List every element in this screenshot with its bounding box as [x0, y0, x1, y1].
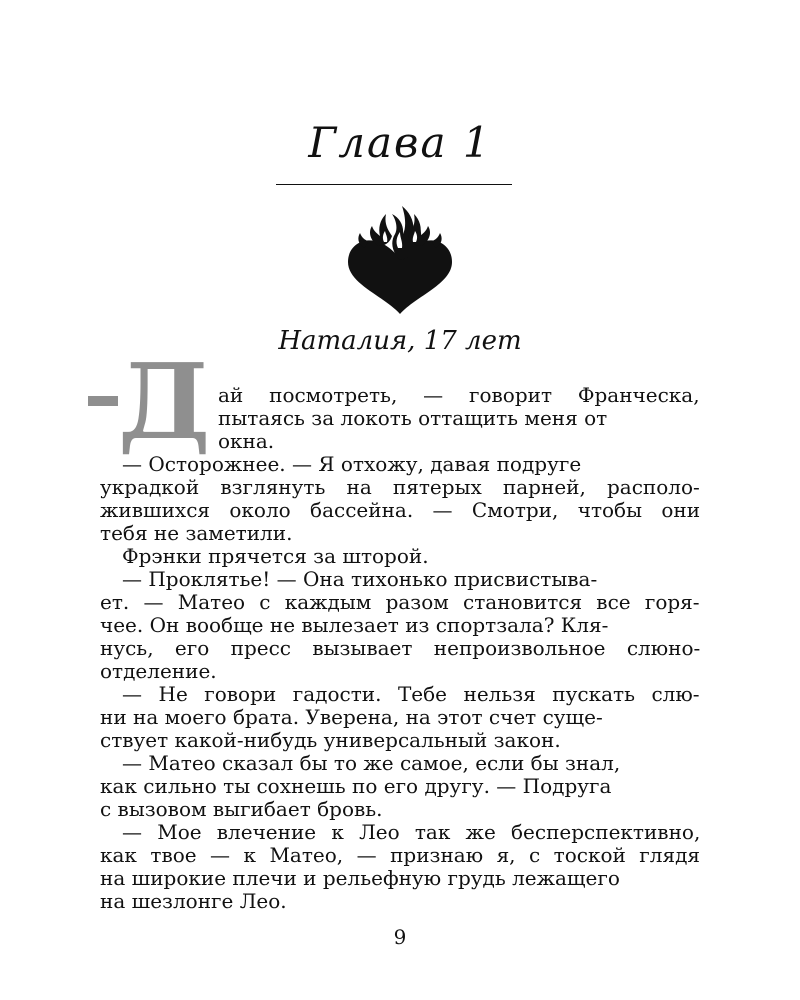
text-line: — Мое влечение к Лео так же бесперспективно, — [122, 820, 701, 844]
drop-cap-letter: Д — [118, 340, 211, 463]
title-divider — [276, 184, 512, 185]
text-line: как твое — к Матео, — признаю я, с тоской глядя — [100, 843, 701, 867]
text-line: тебя не заметили. — [100, 521, 293, 545]
text-line: ствует какой-нибудь универсальный закон. — [100, 728, 561, 752]
chapter-subtitle: Наталия, 17 лет — [278, 326, 522, 356]
text-line: пытаясь за локоть оттащить меня от — [218, 406, 608, 430]
drop-cap-dash — [88, 396, 118, 406]
text-line: украдкой взглянуть на пятерых парней, располо- — [100, 475, 700, 499]
flaming-heart-icon — [340, 196, 460, 321]
text-line: нусь, его пресс вызывает непроизвольное слюно- — [100, 636, 701, 660]
text-line: на шезлонге Лео. — [100, 889, 287, 913]
text-line: — Проклятье! — Она тихонько присвистыва- — [122, 567, 598, 591]
text-line: — Осторожнее. — Я отхожу, давая подруге — [122, 452, 582, 476]
text-line: ет. — Матео с каждым разом становится все горя- — [100, 590, 700, 614]
text-line: ни на моего брата. Уверена, на этот счет суще- — [100, 705, 603, 729]
chapter-title: Глава 1 — [308, 118, 492, 167]
text-line: чее. Он вообще не вылезает из спортзала? Кля- — [100, 613, 609, 637]
text-line: окна. — [218, 429, 275, 453]
text-line: ай посмотреть, — говорит Франческа, — [218, 383, 700, 407]
text-line: на широкие плечи и рельефную грудь лежащего — [100, 866, 620, 890]
text-line: — Матео сказал бы то же самое, если бы знал, — [122, 751, 621, 775]
text-line: с вызовом выгибает бровь. — [100, 797, 383, 821]
text-line: — Не говори гадости. Тебе нельзя пускать слю- — [122, 682, 700, 706]
text-line: Фрэнки прячется за шторой. — [122, 544, 429, 568]
text-line: как сильно ты сохнешь по его другу. — Подруга — [100, 774, 612, 798]
text-line: отделение. — [100, 659, 217, 683]
page-number: 9 — [393, 925, 407, 949]
text-line: жившихся около бассейна. — Смотри, чтобы они — [100, 498, 701, 522]
